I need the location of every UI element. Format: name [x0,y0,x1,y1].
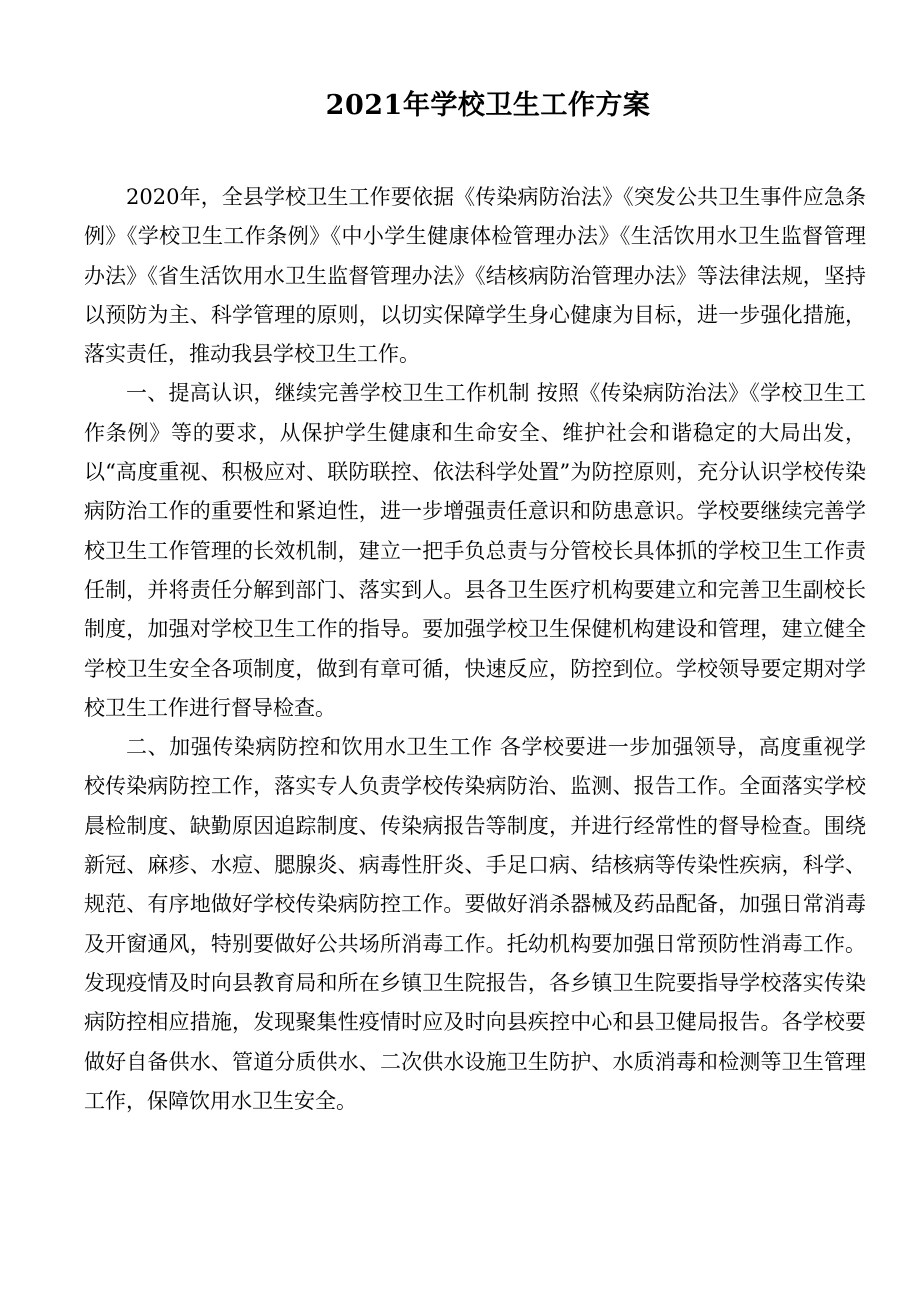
paragraph-section-2: 二、加强传染病防控和饮用水卫生工作 各学校要进一步加强领导，高度重视学校传染病防控工作，落实专人负责学校传染病防治、监测、报告工作。全面落实学校晨检制度、缺勤原因追踪制度、传染病报告等制度，并进行经常性的督导检查。围绕新冠、麻疹、水痘、腮腺炎、病毒性肝炎、手足口病、结核病等传染性疾病，科学、规范、有序地做好学校传染病防控工作。要做好消杀器械及药品配备，加强日常消毒及开窗通风，特别要做好公共场所消毒工作。托幼机构要加强日常预防性消毒工作。发现疫情及时向县教育局和所在乡镇卫生院报告，各乡镇卫生院要指导学校落实传染病防控相应措施，发现聚集性疫情时应及时向县疾控中心和县卫健局报告。各学校要做好自备供水、管道分质供水、二次供水设施卫生防护、水质消毒和检测等卫生管理工作，保障饮用水卫生安全。 [84,735,866,1113]
paragraph-intro: 2020年，全县学校卫生工作要依据《传染病防治法》《突发公共卫生事件应急条例》《学校卫生工作条例》《中小学生健康体检管理办法》《生活饮用水卫生监督管理办法》《省生活饮用水卫生监督管理办法》《结核病防治管理办法》等法律法规，坚持以预防为主、科学管理的原则，以切实保障学生身心健康为目标，进一步强化措施，落实责任，推动我县学校卫生工作。 [84,185,866,367]
document-title: 2021年学校卫生工作方案 [325,90,651,121]
document-body [84,178,866,1121]
paragraph-section-1: 一、提高认识，继续完善学校卫生工作机制 按照《传染病防治法》《学校卫生工作条例》等的要求，从保护学生健康和生命安全、维护社会和谐稳定的大局出发，以“高度重视、积极应对、联防联控、依法科学处置”为防控原则，充分认识学校传染病防治工作的重要性和紧迫性，进一步增强责任意识和防患意识。学校要继续完善学校卫生工作管理的长效机制，建立一把手负总责与分管校长具体抓的学校卫生工作责任制，并将责任分解到部门、落实到人。县各卫生医疗机构要建立和完善卫生副校长制度，加强对学校卫生工作的指导。要加强学校卫生保健机构建设和管理，建立健全学校卫生安全各项制度，做到有章可循，快速反应，防控到位。学校领导要定期对学校卫生工作进行督导检查。 [84,381,866,720]
